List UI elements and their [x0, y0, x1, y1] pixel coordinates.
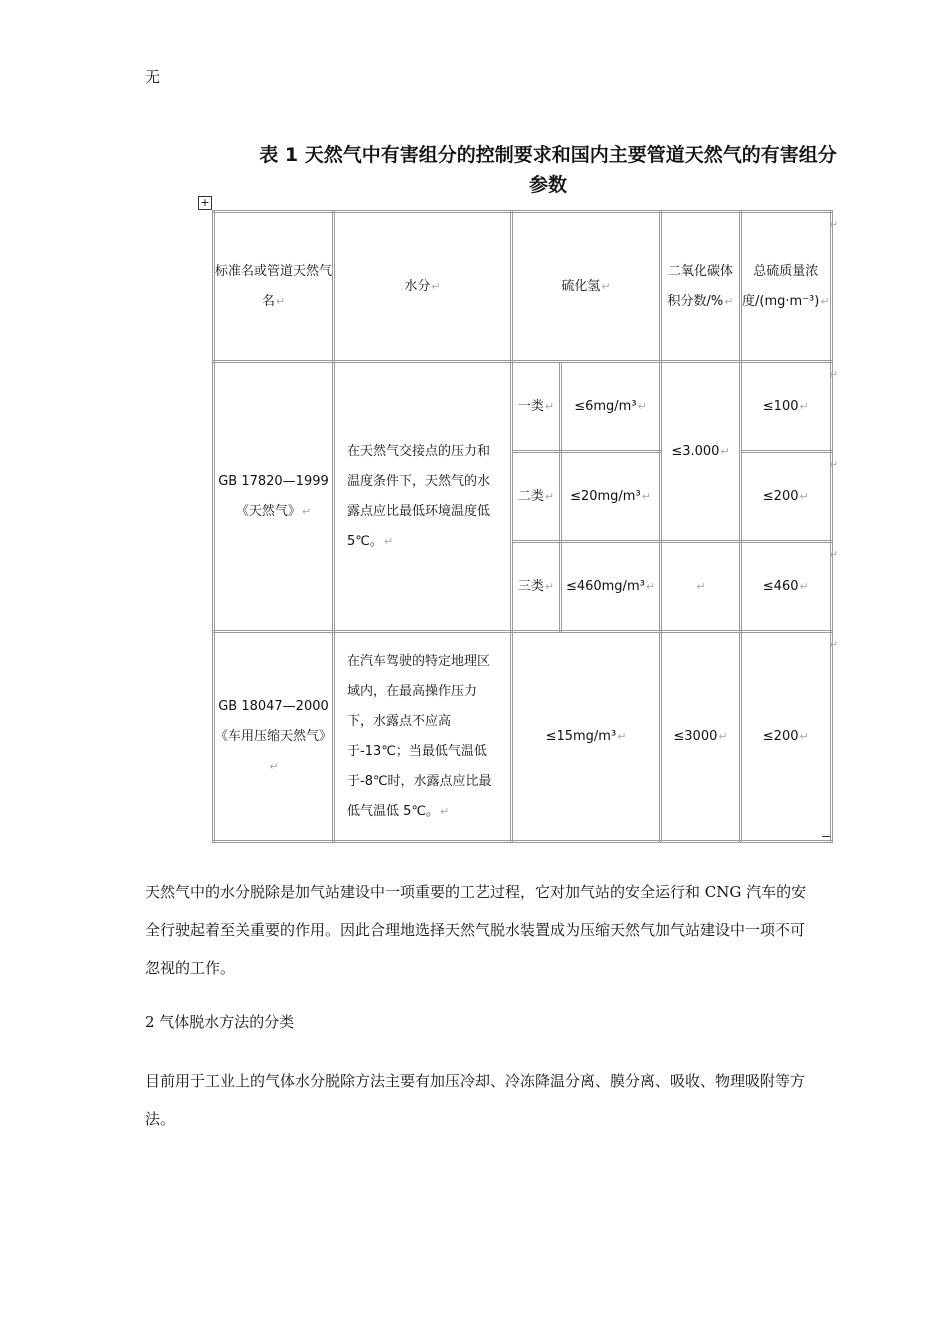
header-co2: 二氧化碳体积分数/%↵	[661, 212, 741, 362]
top-text: 无	[145, 68, 161, 86]
class-1-h2s: ≤6mg/m³↵	[561, 362, 661, 452]
class-2-sulfur: ≤200↵	[741, 452, 832, 542]
table-caption: 表 1 天然气中有害组分的控制要求和国内主要管道天然气的有害组分参数	[259, 144, 837, 196]
class-3-h2s: ≤460mg/m³↵	[561, 542, 661, 632]
paragraph: 天然气中的水分脱除是加气站建设中一项重要的工艺过程，它对加气站的安全运行和 CNG 汽车的安全行驶起着至关重要的作用。因此合理地选择天然气脱水装置成为压缩天然气加气站建设中一项不可忽视的工作。	[145, 883, 807, 977]
table-header-row	[214, 212, 832, 362]
class-1-sulfur: ≤100↵	[741, 362, 832, 452]
row-end-mark-icon: ↵	[829, 458, 839, 471]
class-2-h2s: ≤20mg/m³↵	[561, 452, 661, 542]
section-heading: 2 气体脱水方法的分类	[145, 1013, 295, 1031]
header-water: 水分↵	[334, 212, 512, 362]
header-name: 标准名或管道天然气名↵	[214, 212, 334, 362]
table-move-handle-icon[interactable]: +	[198, 196, 212, 210]
class-3-co2-empty: ↵	[661, 542, 741, 632]
class-1-label: 一类↵	[512, 362, 561, 452]
table-wrapper	[212, 210, 833, 843]
gb18047-name: GB 18047—2000《车用压缩天然气》↵	[214, 632, 334, 842]
gb18047-water: 在汽车驾驶的特定地理区域内，在最高操作压力下，水露点不应高于-13℃；当最低气温低于-8℃时，水露点应比最低气温低 5℃。↵	[334, 632, 512, 842]
table-end-marker	[822, 836, 830, 837]
row-end-mark-icon: ↵	[829, 368, 839, 381]
gb17820-co2: ≤3.000↵	[661, 362, 741, 542]
row-end-mark-icon: ↵	[829, 218, 839, 231]
gb17820-water: 在天然气交接点的压力和温度条件下，天然气的水露点应比最低环境温度低 5℃。↵	[334, 362, 512, 632]
class-2-label: 二类↵	[512, 452, 561, 542]
gb18047-sulfur: ≤200↵	[741, 632, 832, 842]
header-h2s: 硫化氢↵	[512, 212, 661, 362]
gb18047-co2: ≤3000↵	[661, 632, 741, 842]
class-3-sulfur: ≤460↵	[741, 542, 832, 632]
header-sulfur: 总硫质量浓度/(mg·m⁻³)↵	[741, 212, 832, 362]
table-row	[214, 362, 832, 452]
row-end-mark-icon: ↵	[829, 548, 839, 561]
harmful-components-table	[212, 210, 833, 843]
gb17820-name: GB 17820—1999《天然气》↵	[214, 362, 334, 632]
gb18047-h2s: ≤15mg/m³↵	[512, 632, 661, 842]
table-row	[214, 632, 832, 842]
class-3-label: 三类↵	[512, 542, 561, 632]
row-end-mark-icon: ↵	[829, 638, 839, 651]
paragraph: 目前用于工业上的气体水分脱除方法主要有加压冷却、冷冻降温分离、膜分离、吸收、物理吸附等方法。	[145, 1072, 806, 1128]
